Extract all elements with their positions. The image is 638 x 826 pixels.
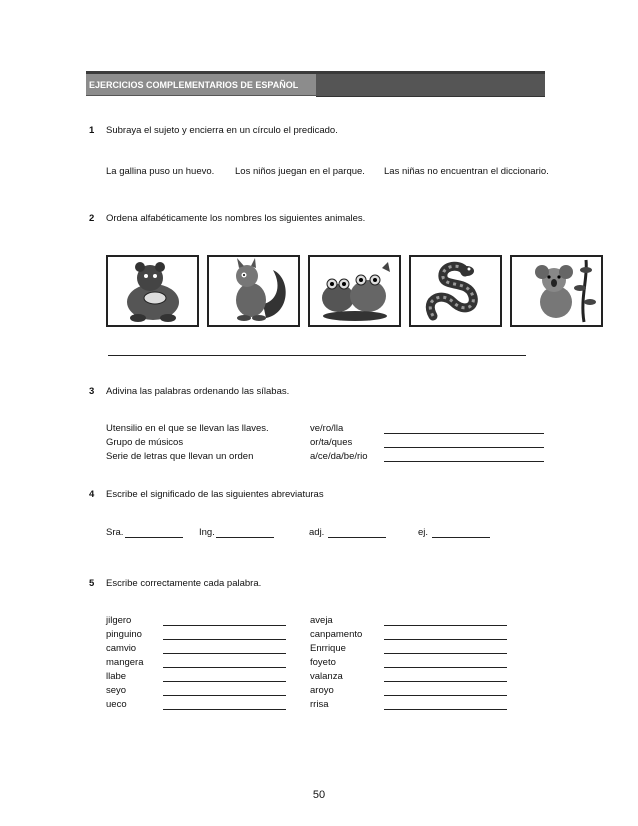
- q5-left-word: mangera: [106, 657, 144, 668]
- q4-abbr-sra: Sra.: [106, 527, 124, 538]
- q4-number: 4: [89, 489, 95, 500]
- q4-abbr-ej: ej.: [418, 527, 429, 538]
- q4-answer-line-1[interactable]: [125, 537, 183, 538]
- q3-answer-line-1[interactable]: [384, 433, 544, 434]
- q5-left-word: pinguino: [106, 629, 142, 640]
- header-band: [316, 74, 545, 97]
- q5-right-word: Enrrique: [310, 643, 346, 654]
- q5-right-answer-line[interactable]: [384, 681, 507, 682]
- q3-syllables-3: a/ce/da/be/rio: [310, 451, 368, 462]
- q4-answer-line-4[interactable]: [432, 537, 490, 538]
- q5-right-word: aroyo: [310, 685, 334, 696]
- q5-right-answer-line[interactable]: [384, 695, 507, 696]
- q5-left-answer-line[interactable]: [163, 639, 286, 640]
- q4-answer-line-2[interactable]: [216, 537, 274, 538]
- bear-icon: [106, 255, 199, 327]
- animal-images: [106, 255, 611, 327]
- q5-left-word: seyo: [106, 685, 127, 696]
- q5-left-answer-line[interactable]: [163, 681, 286, 682]
- q3-clue-2: Grupo de músicos: [106, 437, 184, 448]
- q5-right-answer-line[interactable]: [384, 625, 507, 626]
- q4-abbr-ing: Ing.: [199, 527, 215, 538]
- q5-left-word: ueco: [106, 699, 127, 710]
- q5-right-answer-line[interactable]: [384, 709, 507, 710]
- koala-icon: [510, 255, 603, 327]
- q5-left-answer-line[interactable]: [163, 667, 286, 668]
- snake-icon: [409, 255, 502, 327]
- q5-left-answer-line[interactable]: [163, 625, 286, 626]
- q3-clue-1: Utensilio en el que se llevan las llaves.: [106, 423, 269, 434]
- q5-right-word: valanza: [310, 671, 343, 682]
- q5-right-word: canpamento: [310, 629, 363, 640]
- q3-number: 3: [89, 386, 95, 397]
- q5-left-answer-line[interactable]: [163, 695, 286, 696]
- q3-instruction: Adivina las palabras ordenando las sílabas.: [106, 386, 290, 397]
- q5-left-word: jilgero: [106, 615, 132, 626]
- q5-right-word: aveja: [310, 615, 333, 626]
- header-bar: [86, 71, 545, 102]
- q5-left-answer-line[interactable]: [163, 653, 286, 654]
- q5-number: 5: [89, 578, 95, 589]
- q2-answer-line[interactable]: [108, 355, 526, 356]
- q5-left-answer-line[interactable]: [163, 709, 286, 710]
- q3-answer-line-2[interactable]: [384, 447, 544, 448]
- q5-left-word: camvio: [106, 643, 137, 654]
- q5-right-answer-line[interactable]: [384, 653, 507, 654]
- q5-left-word: llabe: [106, 671, 127, 682]
- q5-right-word: rrisa: [310, 699, 329, 710]
- q1-sentence-2[interactable]: Los niños juegan en el parque.: [235, 166, 365, 177]
- q2-number: 2: [89, 213, 95, 224]
- header-title: EJERCICIOS COMPLEMENTARIOS DE ESPAÑOL: [86, 74, 316, 96]
- page-number: 50: [312, 789, 326, 801]
- frogs-icon: [308, 255, 401, 327]
- q4-abbr-adj: adj.: [309, 527, 325, 538]
- q2-instruction: Ordena alfabéticamente los nombres los siguientes animales.: [106, 213, 366, 224]
- q4-answer-line-3[interactable]: [328, 537, 386, 538]
- q4-instruction: Escribe el significado de las siguientes abreviaturas: [106, 489, 324, 500]
- q3-answer-line-3[interactable]: [384, 461, 544, 462]
- q5-instruction: Escribe correctamente cada palabra.: [106, 578, 262, 589]
- squirrel-icon: [207, 255, 300, 327]
- q1-sentence-1[interactable]: La gallina puso un huevo.: [106, 166, 215, 177]
- q3-syllables-2: or/ta/ques: [310, 437, 353, 448]
- q1-sentence-3[interactable]: Las niñas no encuentran el diccionario.: [384, 166, 549, 177]
- q5-right-answer-line[interactable]: [384, 667, 507, 668]
- q3-clue-3: Serie de letras que llevan un orden: [106, 451, 254, 462]
- q1-number: 1: [89, 125, 95, 136]
- q5-right-answer-line[interactable]: [384, 639, 507, 640]
- q1-instruction: Subraya el sujeto y encierra en un círculo el predicado.: [106, 125, 338, 136]
- q3-syllables-1: ve/ro/lla: [310, 423, 344, 434]
- q5-right-word: foyeto: [310, 657, 336, 668]
